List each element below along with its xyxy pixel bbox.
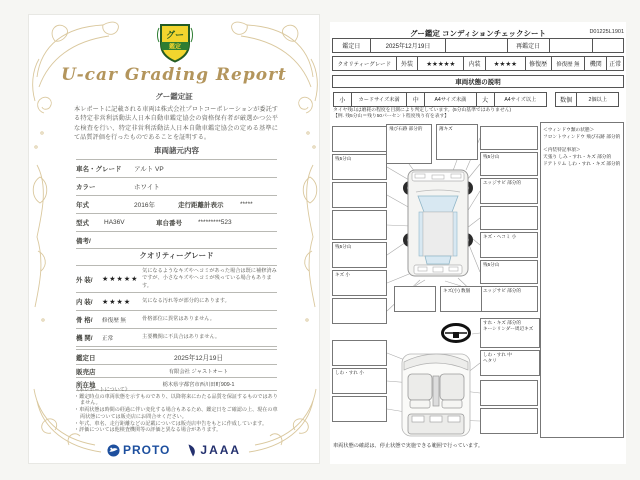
sheet-title: グー鑑定 コンディションチェックシート [409,29,547,38]
callout-stone-chip: 飛び石跡 部分的 [386,124,432,164]
spec-table-title: 車両諸元内容 [154,146,199,155]
spec-year-value: 2016年 [134,202,155,209]
callout-box-empty [332,396,387,422]
inspection-scope-note: 車両状態の確認は、停止状態で実施できる範囲で行っています。 [333,443,484,449]
quality-grade-table [76,248,277,347]
legend-large-label: 大 [477,93,495,106]
callout-scratch-small: キズ 小 [332,270,387,296]
grade-frame-value: 修復歴 無 [102,317,126,324]
table-row [76,293,277,311]
size-legend-table [333,92,547,107]
report-meta-table [76,349,277,391]
callout-box-empty [480,126,538,150]
proto-logo [107,443,170,457]
jaaa-wordmark: JAAA [200,443,242,457]
legend-small-label: 小 [334,93,352,106]
dealer-value: 有限会社 ジャストオート [168,369,229,375]
badge-bottom-text: 鑑定 [168,44,182,51]
callout-edge-rust-2: エッジサビ 部分的 [480,286,538,312]
grade-frame-label: 骨 格/ [76,317,93,324]
callout-box-empty [332,182,387,208]
grade-frame-desc: 骨格部位に異常はありません。 [142,315,215,322]
legend-count-label: 数個 [556,93,577,106]
car-interior-view [400,342,472,438]
callout-box-empty [480,380,538,406]
dealer-label: 販売店 [76,368,96,376]
callout-box-empty [332,340,387,366]
spec-color-value: ホワイト [134,184,160,191]
grade-interior-stars: ★★★★ [102,298,132,306]
panel-line: 天張り しみ・すれ・キズ 部分的 [543,154,612,160]
callout-box-empty [394,286,436,312]
callout-box-empty [480,206,538,230]
empty-cell [446,39,508,52]
callout-tire-front-right: 残5分山 [480,152,538,176]
grade-table-title: クオリティーグレード [139,251,214,260]
tire-tread-notes [333,108,511,120]
note-line: タイヤ残山は磨耗の程度を目測により判定しています。(5分山基準ではありません) [333,108,512,113]
appraisal-date-label: 鑑定日 [76,354,96,362]
quality-grade-label: クオリティーグレード [333,57,397,70]
report-title: U-car Grading Report [61,65,287,85]
grade-exterior-stars: ★★★★★ [102,276,139,283]
legend-small-value: カードサイズ未満 [352,93,407,106]
table-row [76,196,277,214]
report-subtitle: グー鑑定証 [155,92,193,101]
table-row [76,214,277,232]
legend-mid-label: 中 [407,93,425,106]
spec-name-value: アルト VP [134,166,164,173]
badge-top-text: グー [165,30,185,40]
spec-model-label: 型式 [76,220,89,227]
spec-year-label: 年式 [76,202,89,209]
date-header-row [332,38,624,53]
empty-cell [550,39,594,52]
engine-value: 正常 [609,62,622,68]
callout-box-empty [332,298,387,324]
legend-mid-value: A4サイズ未満 [425,93,477,106]
appraisal-date-value: 2025年12月19日 [173,355,224,362]
legend-count-value: 2個以上 [588,97,607,103]
grade-exterior-desc: 気になるようなキズやヘコミがあった場合は既に補修済みですが、小さなキズやヘコミが残っている場合もあります。 [142,268,277,289]
about-bullet: ・鑑定時点の車両状態を示すものであり、以降将来にわたる品質を保証するものではありません。 [74,393,278,407]
callout-faint-scratch: 薄キズ [436,124,478,160]
spec-vin-label: 車台番号 [156,220,182,227]
table-row [76,329,277,347]
about-title: 《本レポートについて》 [74,387,130,393]
about-bullet: ・評価については他検査機関等の評価と異なる場合があります。 [74,427,222,434]
steering-wheel-icon [440,322,472,344]
callout-seat-wear-small: しわ・すれ 小 [332,368,387,394]
vehicle-condition-diagram [330,122,626,438]
callout-tire-rear-left: 残5分山 [332,242,387,268]
vehicle-spec-table [76,145,277,249]
spec-model-value: HA36V [104,219,125,226]
exterior-label: 外装 [397,57,419,70]
table-row [76,159,277,178]
panel-line: ドアトリム しわ・すれ・キズ 部分的 [543,161,621,167]
certificate-statement: 本レポートに記載される車両は株式会社プロトコーポレーションが委託する特定非営利活動法人日本自動車鑑定協会の資格保有者が厳選かつ公平な検査を行い、特定非営利活動法人日本自動車鑑定協会の定める基準にて品質評価を行ったものであることを証明する。 [74,106,278,141]
address-value: 栃木県宇都宮市西川田町909-1 [162,382,235,388]
address-label: 所在地 [76,381,96,389]
exterior-stars: ★★★★★ [418,57,464,70]
panel-line: ＜内装特記事項＞ [543,147,581,153]
empty-cell [593,39,623,52]
callout-steering-wear [480,318,540,348]
reappraisal-date-label: 再鑑定日 [508,39,550,52]
legend-large-value: A4サイズ以上 [504,97,537,103]
footer-logos [29,443,319,457]
document-number: D01225L1901 [589,29,624,35]
proto-wordmark: PROTO [122,443,171,457]
condition-check-sheet-page [330,22,626,464]
repair-history-label: 修復歴 [526,57,552,70]
interior-label: 内装 [464,57,486,70]
spec-note-label: 備考/ [76,237,91,245]
jaaa-logo [186,443,241,457]
grade-exterior-label: 外 装/ [76,276,93,284]
goo-kantei-crest-icon [157,20,193,64]
appraisal-date-value: 2025年12月19日 [371,39,446,52]
spec-odo-label: 走行距離計表示 [178,202,224,209]
grade-engine-value: 正常 [102,335,114,342]
grade-engine-desc: 主要機関に不具合はありません。 [142,333,221,340]
callout-edge-rust-1: エッジサビ 部分的 [480,178,538,204]
table-row [76,349,277,365]
callout-seat-wear-mid [480,350,540,376]
callout-scratch-several: キズ(小) 数個 [440,286,482,312]
grade-interior-desc: 気になる汚れ等が部分的にあります。 [142,297,230,304]
table-row [76,265,277,293]
spec-odo-value: ***** [240,201,253,208]
grade-engine-label: 機 関/ [76,335,93,342]
spec-vin-value: *********523 [198,219,232,226]
condition-section-title: 車両状態の説明 [332,75,624,88]
about-report-notes [74,387,281,434]
callout-line: キーシリンダー周辺キズ [483,325,534,331]
about-bullet: ・年式、車名、走行距離などの記載については販売店申告をもとに作成しています。 [74,420,268,427]
grade-header-row [332,56,624,71]
panel-line: フロントウィンドウ 飛び石跡 部分的 [543,134,621,140]
spec-color-label: カラー [76,184,96,191]
table-row [76,365,277,378]
note-line: 【例. 残5分山＝残り50パーセント程度残り有を表す】 [333,114,450,120]
appraisal-date-label: 鑑定日 [333,39,371,52]
interior-stars: ★★★★ [486,57,526,70]
callout-tire-rear-right: 残5分山 [480,260,538,284]
callout-box-empty [480,408,538,434]
callout-box-empty [332,126,387,152]
grade-interior-label: 内 装/ [76,299,93,306]
count-legend-table [555,92,619,107]
callout-line: すれ・キズ 部分的 [483,320,521,325]
about-bullet: ・車両状態は時間の経過に伴い変化する場合もあるため、鑑定日をご確認の上、現在の車両状態については販売店にお問合せください。 [74,407,278,420]
car-top-view [406,162,470,282]
callout-line: ヘタリ [483,357,497,363]
table-row [76,232,277,249]
callout-box-empty [332,210,387,240]
table-row [76,311,277,329]
panel-line: ＜ウィンドウ類の状態＞ [543,127,595,132]
callout-tire-front-left: 残5分山 [332,154,387,180]
engine-label: 機関 [585,57,607,70]
remarks-panel [540,122,624,438]
callout-line: しわ・すれ 中 [483,352,512,357]
proto-globe-icon [107,444,120,457]
jaaa-leaf-icon [186,444,197,457]
repair-history-value: 修復歴 無 [552,57,586,70]
callout-scratch-dent-small: キズ・ヘコミ 小 [480,232,538,258]
table-row [76,178,277,196]
spec-name-label: 車名・グレード [76,166,122,173]
grading-report-page [28,14,320,464]
